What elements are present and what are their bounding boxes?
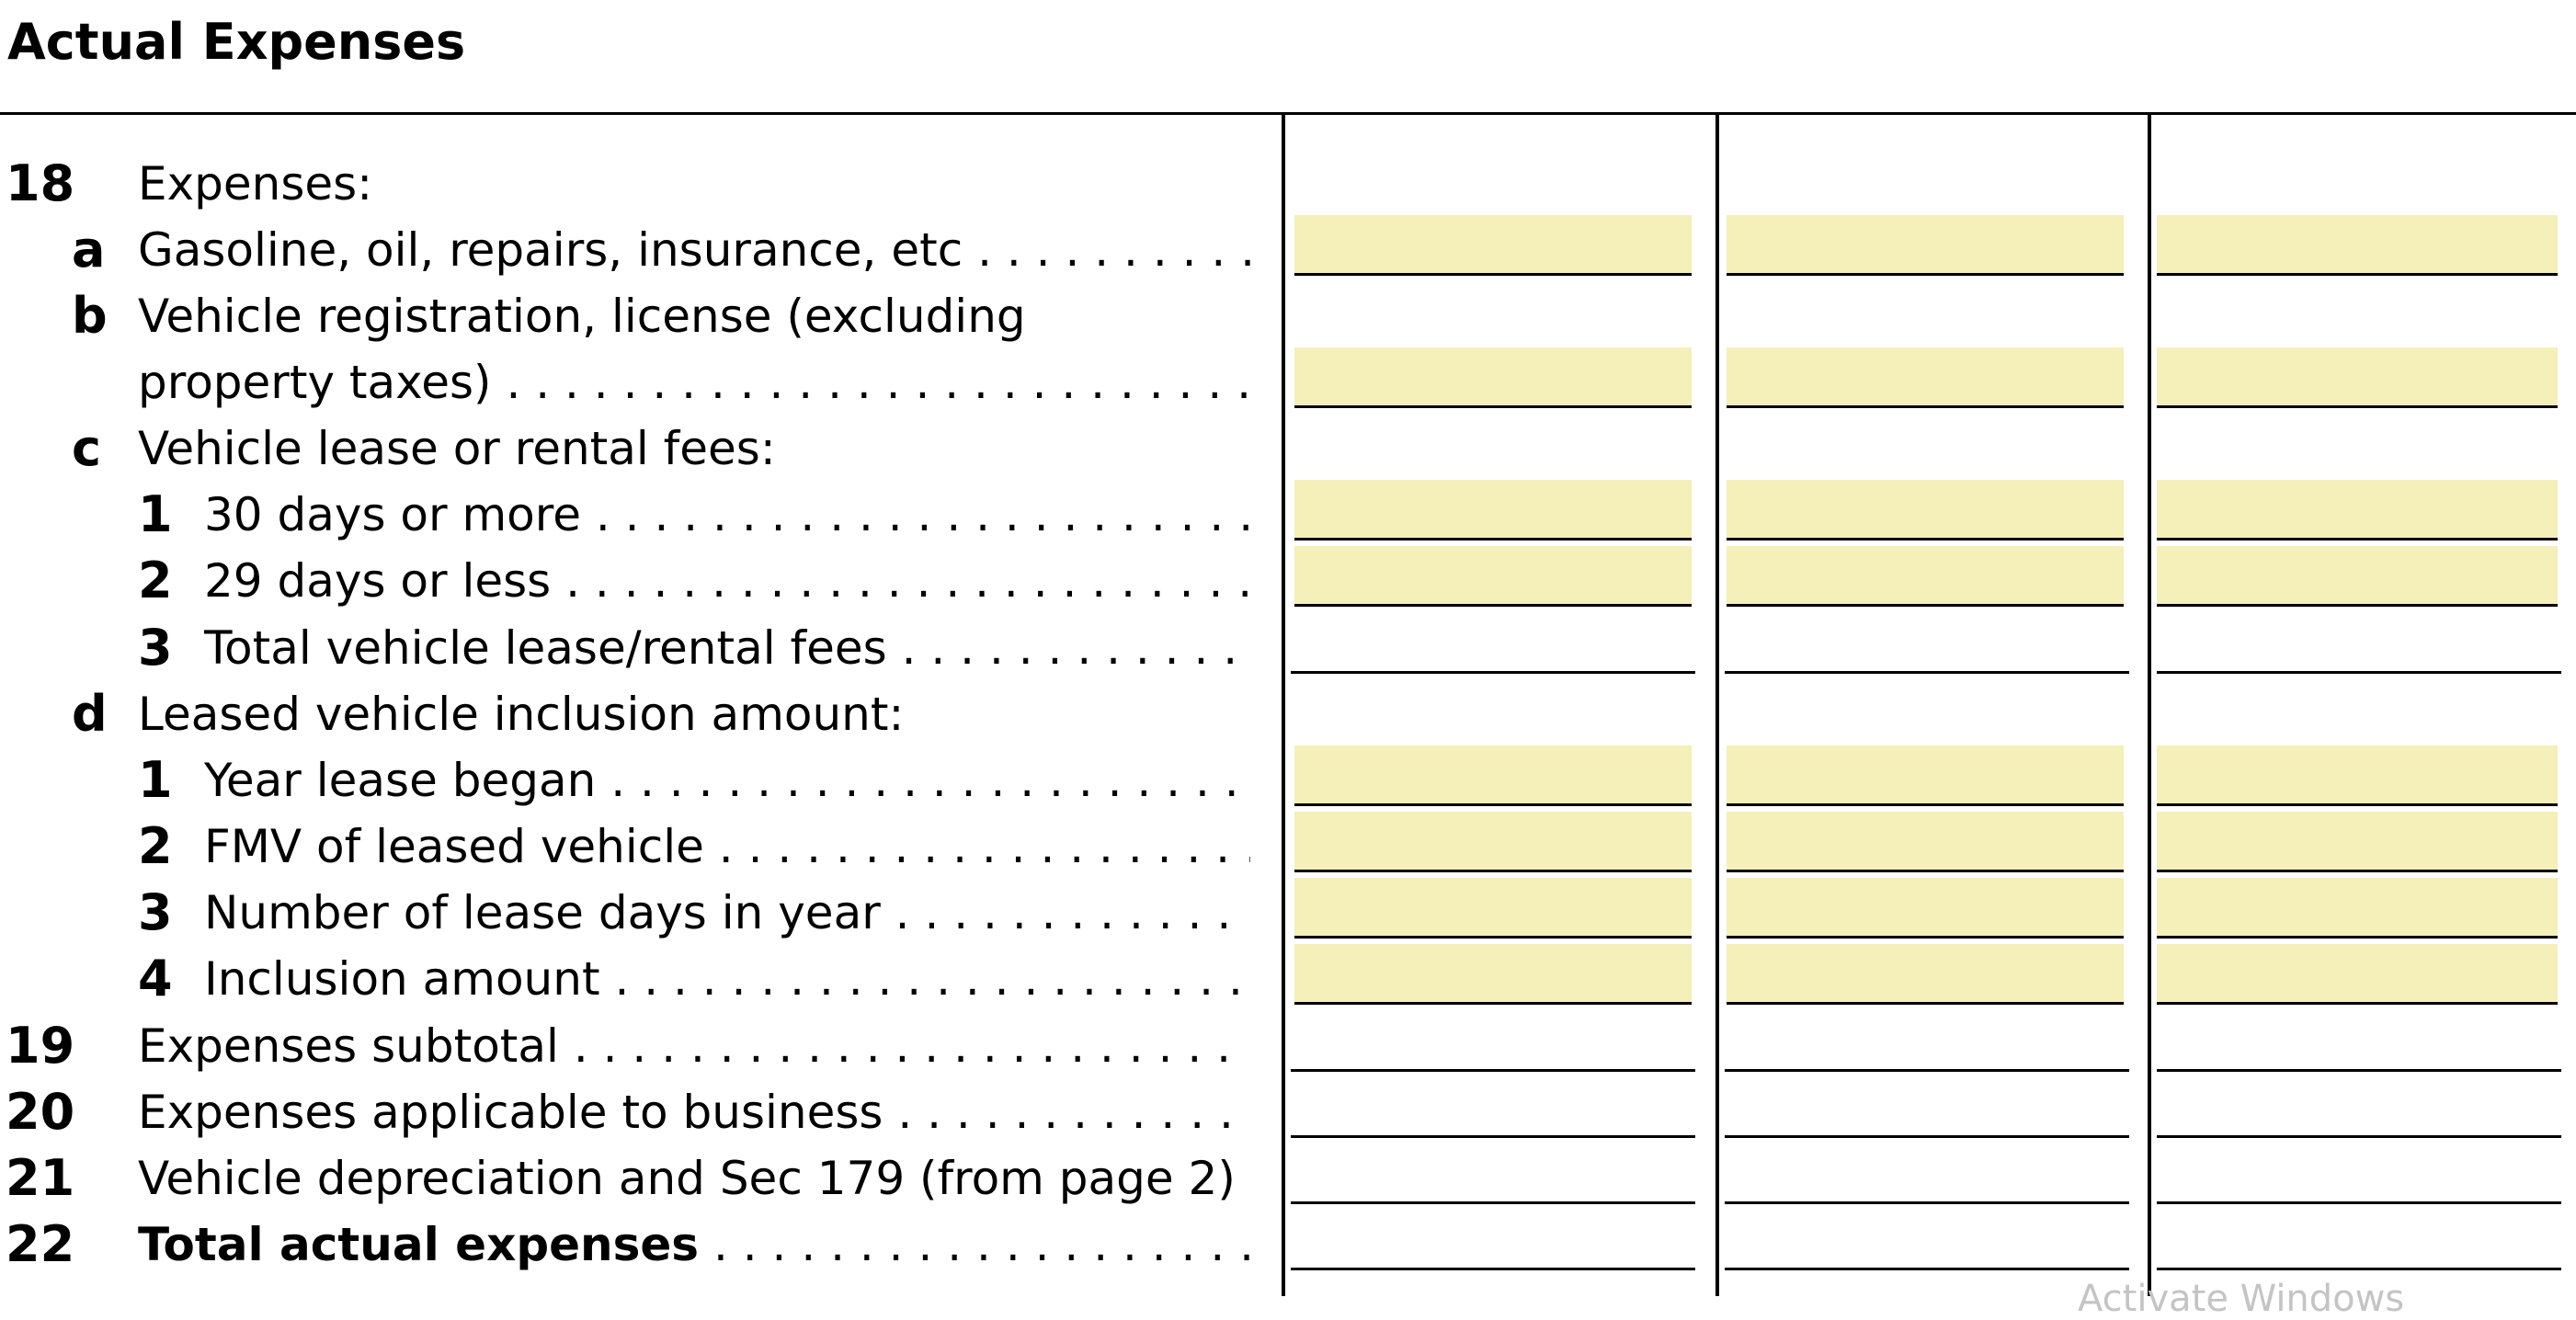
total-cell-line8-col1 (1291, 613, 1695, 674)
os-watermark: Activate Windows (2078, 1278, 2405, 1320)
total-cell-line16-col1 (1291, 1144, 1695, 1204)
line-label: property taxes) . . . (138, 355, 1250, 410)
line-number: 19 (6, 1017, 75, 1075)
form-line-1 (0, 156, 1269, 211)
line-label: FMV of leased vehicle . . . (204, 819, 1250, 874)
input-cell-line11-col1[interactable] (1294, 812, 1692, 872)
total-cell-line8-col2 (1725, 613, 2129, 674)
form-line-6 (0, 487, 1269, 542)
line-number: 3 (138, 883, 173, 941)
line-label: Year lease began . . . (204, 753, 1250, 808)
line-number: 22 (6, 1215, 75, 1273)
form-line-15 (0, 1085, 1269, 1140)
line-number: 1 (138, 751, 173, 809)
line-label: 29 days or less . . . (204, 553, 1250, 609)
input-cell-line7-col1[interactable] (1294, 546, 1692, 607)
input-cell-line4-col3[interactable] (2157, 347, 2558, 408)
column-divider-2 (1715, 114, 1719, 1296)
input-cell-line12-col1[interactable] (1294, 878, 1692, 939)
form-line-5 (0, 421, 1269, 476)
form-line-3 (0, 289, 1269, 344)
input-cell-line13-col1[interactable] (1294, 944, 1692, 1005)
input-cell-line12-col2[interactable] (1727, 878, 2124, 939)
form-line-17 (0, 1217, 1269, 1272)
line-number: 18 (6, 154, 75, 212)
input-cell-line11-col2[interactable] (1727, 812, 2124, 872)
line-number: 21 (6, 1149, 75, 1207)
section-title: Actual Expenses (7, 13, 466, 71)
total-cell-line14-col2 (1725, 1011, 2129, 1072)
form-line-16 (0, 1151, 1269, 1206)
total-cell-line15-col3 (2157, 1077, 2561, 1138)
total-cell-line8-col3 (2157, 613, 2561, 674)
total-cell-line16-col3 (2157, 1144, 2561, 1204)
column-divider-3 (2148, 114, 2151, 1296)
line-number: 4 (138, 950, 173, 1007)
line-label: Vehicle lease or rental fees: (138, 422, 776, 475)
line-label: Expenses: (138, 157, 373, 211)
form-line-11 (0, 819, 1269, 874)
line-label: Leased vehicle inclusion amount: (138, 688, 905, 741)
input-cell-line7-col3[interactable] (2157, 546, 2558, 607)
line-label: Gasoline, oil, repairs, insurance, etc . . . (138, 222, 1250, 278)
line-label: Expenses subtotal . . . (138, 1018, 1250, 1074)
form-line-4 (0, 355, 1269, 410)
line-label: Expenses applicable to business . . . (138, 1085, 1250, 1140)
input-cell-line2-col2[interactable] (1727, 215, 2124, 276)
line-label: 30 days or more . . . (204, 487, 1250, 542)
line-number: 1 (138, 485, 173, 543)
form-line-14 (0, 1018, 1269, 1074)
line-label: Vehicle registration, license (excluding (138, 290, 1026, 343)
line-label: Number of lease days in year . . . (204, 885, 1250, 940)
input-cell-line10-col3[interactable] (2157, 745, 2558, 806)
total-cell-line15-col2 (1725, 1077, 2129, 1138)
form-line-10 (0, 753, 1269, 808)
form-line-8 (0, 620, 1269, 676)
input-cell-line6-col2[interactable] (1727, 480, 2124, 541)
line-label: Inclusion amount . . . (204, 951, 1250, 1007)
total-cell-line17-col3 (2157, 1210, 2561, 1270)
total-cell-line17-col1 (1291, 1210, 1695, 1270)
column-divider-1 (1282, 114, 1285, 1296)
input-cell-line10-col2[interactable] (1727, 745, 2124, 806)
total-cell-line17-col2 (1725, 1210, 2129, 1270)
form-line-13 (0, 951, 1269, 1007)
form-line-7 (0, 553, 1269, 609)
input-cell-line12-col3[interactable] (2157, 878, 2558, 939)
line-number: d (72, 685, 108, 743)
line-number: 20 (6, 1083, 75, 1141)
input-cell-line4-col2[interactable] (1727, 347, 2124, 408)
input-cell-line4-col1[interactable] (1294, 347, 1692, 408)
total-cell-line14-col1 (1291, 1011, 1695, 1072)
line-number: 2 (138, 817, 173, 875)
total-cell-line15-col1 (1291, 1077, 1695, 1138)
line-label: Total actual expenses . . . (138, 1217, 1250, 1272)
input-cell-line10-col1[interactable] (1294, 745, 1692, 806)
form-line-9 (0, 687, 1269, 742)
form-line-2 (0, 222, 1269, 278)
line-number: c (72, 419, 102, 477)
line-number: 3 (138, 619, 173, 677)
top-rule (0, 112, 2576, 115)
input-cell-line13-col2[interactable] (1727, 944, 2124, 1005)
total-cell-line14-col3 (2157, 1011, 2561, 1072)
input-cell-line13-col3[interactable] (2157, 944, 2558, 1005)
line-label: Total vehicle lease/rental fees . . . (204, 620, 1250, 676)
line-label: Vehicle depreciation and Sec 179 (from page 2) (138, 1152, 1236, 1205)
input-cell-line2-col3[interactable] (2157, 215, 2558, 276)
input-cell-line2-col1[interactable] (1294, 215, 1692, 276)
line-number: a (72, 221, 106, 279)
form-line-12 (0, 885, 1269, 940)
line-number: b (72, 287, 108, 345)
input-cell-line11-col3[interactable] (2157, 812, 2558, 872)
input-cell-line6-col3[interactable] (2157, 480, 2558, 541)
total-cell-line16-col2 (1725, 1144, 2129, 1204)
line-number: 2 (138, 552, 173, 609)
input-cell-line7-col2[interactable] (1727, 546, 2124, 607)
input-cell-line6-col1[interactable] (1294, 480, 1692, 541)
